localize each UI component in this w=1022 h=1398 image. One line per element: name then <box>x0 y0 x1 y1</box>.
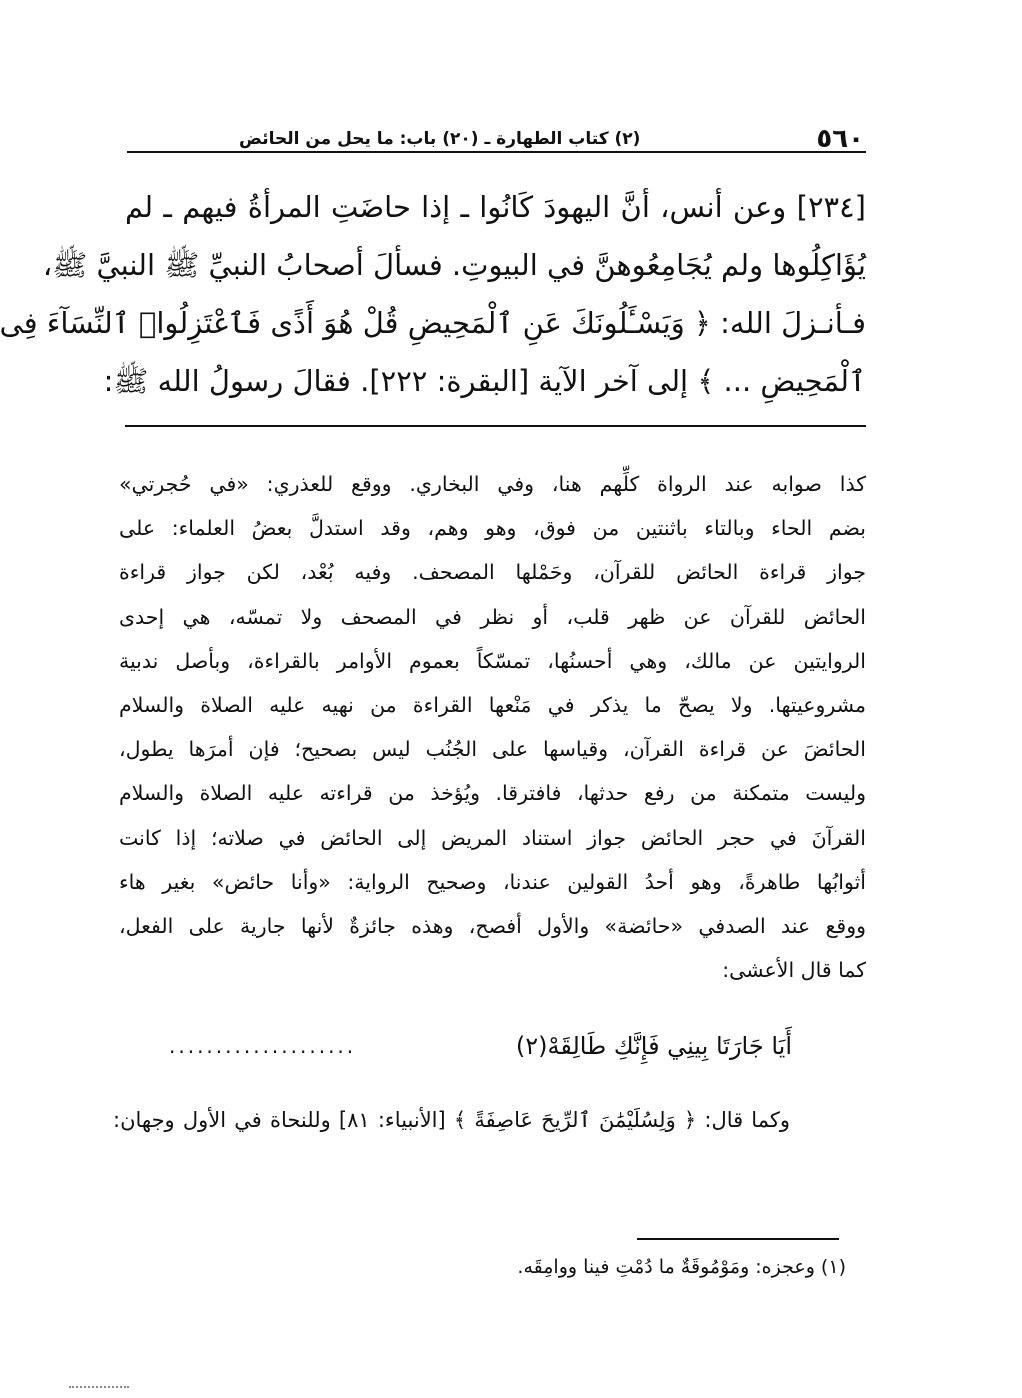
section-rule <box>125 425 866 427</box>
hadith-line: [٢٣٤] وعن أنس، أنَّ اليهودَ كَانُوا ـ إذا حاضَتِ المرأةُ فيهم ـ لم <box>125 190 866 224</box>
quran-citation-line: وكما قال: ﴿ وَلِسُلَيْمَٰنَ ٱلرِّيحَ عَاصِفَةً ﴾ [الأنبياء: ٨١] وللنحاة في الأول وجهان: <box>113 1108 790 1132</box>
commentary-line: جواز قراءة الحائض للقرآن، وحَمْلها المصحف. وفيه بُعْد، لكن جواز قراءة <box>119 560 866 585</box>
footnote-rule <box>637 1238 839 1240</box>
commentary-line: القرآنَ في حجر الحائض جواز استناد المريض إلى الحائض في صلاته؛ إذا كانت <box>119 825 866 850</box>
hadith-line: ٱلْمَحِيضِ ... ﴾ إلى آخر الآية [البقرة: ٢٢٢]. فقالَ رسولُ الله ﷺ: <box>103 364 866 398</box>
commentary-line: الحائض للقرآن عن ظهر قلب، أو نظر في المصحف ولا تمسّه، هي إحدى <box>119 604 866 629</box>
footnote: (١) وعجزه: ومَوْمُوقَةٌ ما دُمْتِ فينا ووامِقَه. <box>517 1256 846 1278</box>
commentary-line: الحائضَ عن قراءة القرآن، وقياسها على الجُنُب ليس بصحيح؛ فإن أمرَها يطول، <box>119 737 866 762</box>
verse-hemistich: أَيَا جَارَتَا بِينِي فَإِنَّكِ طَالِقَهْ(٢) <box>515 1032 792 1060</box>
commentary-line: الروايتين عن مالك، وهي أحسنُها، تمسّكاً بعموم الأوامر بالقراءة، وبأصل ندبية <box>119 648 866 673</box>
running-title: (٢) كتاب الطهارة ـ (٢٠) باب: ما يحل من الحائض <box>239 129 641 149</box>
commentary-line: ووقع عند الصدفي «حائضة» والأول أفصح، وهذه جائزةٌ لأنها جارية على الفعل، <box>119 914 866 939</box>
header-rule <box>127 151 866 153</box>
commentary-line: كذا صوابه عند الرواة كلِّهم هنا، وفي البخاري. ووقع للعذري: «في حُجرتي» <box>119 472 866 496</box>
commentary-line: بضم الحاء وبالتاء باثنتين من فوق، وهو وهم، وقد استدلَّ بعضُ العلماء: على <box>119 516 866 541</box>
commentary-line: وليست متمكنة من رفع حدثها، فافترقا. ويُؤخذ من قراءته عليه الصلاة والسلام <box>119 781 866 806</box>
verse-dots: .................... <box>169 1034 357 1058</box>
commentary-line: كما قال الأعشى: <box>722 958 866 983</box>
commentary-text <box>119 462 866 992</box>
scan-edge-mark <box>69 1386 129 1388</box>
page-number: ٥٦٠ <box>816 124 864 154</box>
poetry-verse <box>169 1024 792 1068</box>
commentary-line: مشروعيتها. ولا يصحّ ما يذكر في مَنْعها القراءة من نهيه عليه الصلاة والسلام <box>119 693 866 718</box>
hadith-line: يُؤَاكِلُوها ولم يُجَامِعُوهنَّ في البيوتِ. فسألَ أصحابُ النبيِّ ﷺ النبيَّ ﷺ، <box>42 248 866 282</box>
hadith-text <box>0 178 866 410</box>
hadith-line: فـأنـزلَ الله: ﴿ وَيَسْـَٔلُونَكَ عَنِ ٱلْمَحِيضِ قُلْ هُوَ أَذًى فَٱعْتَزِلُوا۟ ٱلنِّسَآءَ فِى <box>0 306 866 340</box>
page-header <box>239 124 864 154</box>
commentary-line: أثوابُها طاهرةً، وهو أحدُ القولين عندنا، وصحيح الرواية: «وأنا حائض» بغير هاء <box>119 869 866 894</box>
